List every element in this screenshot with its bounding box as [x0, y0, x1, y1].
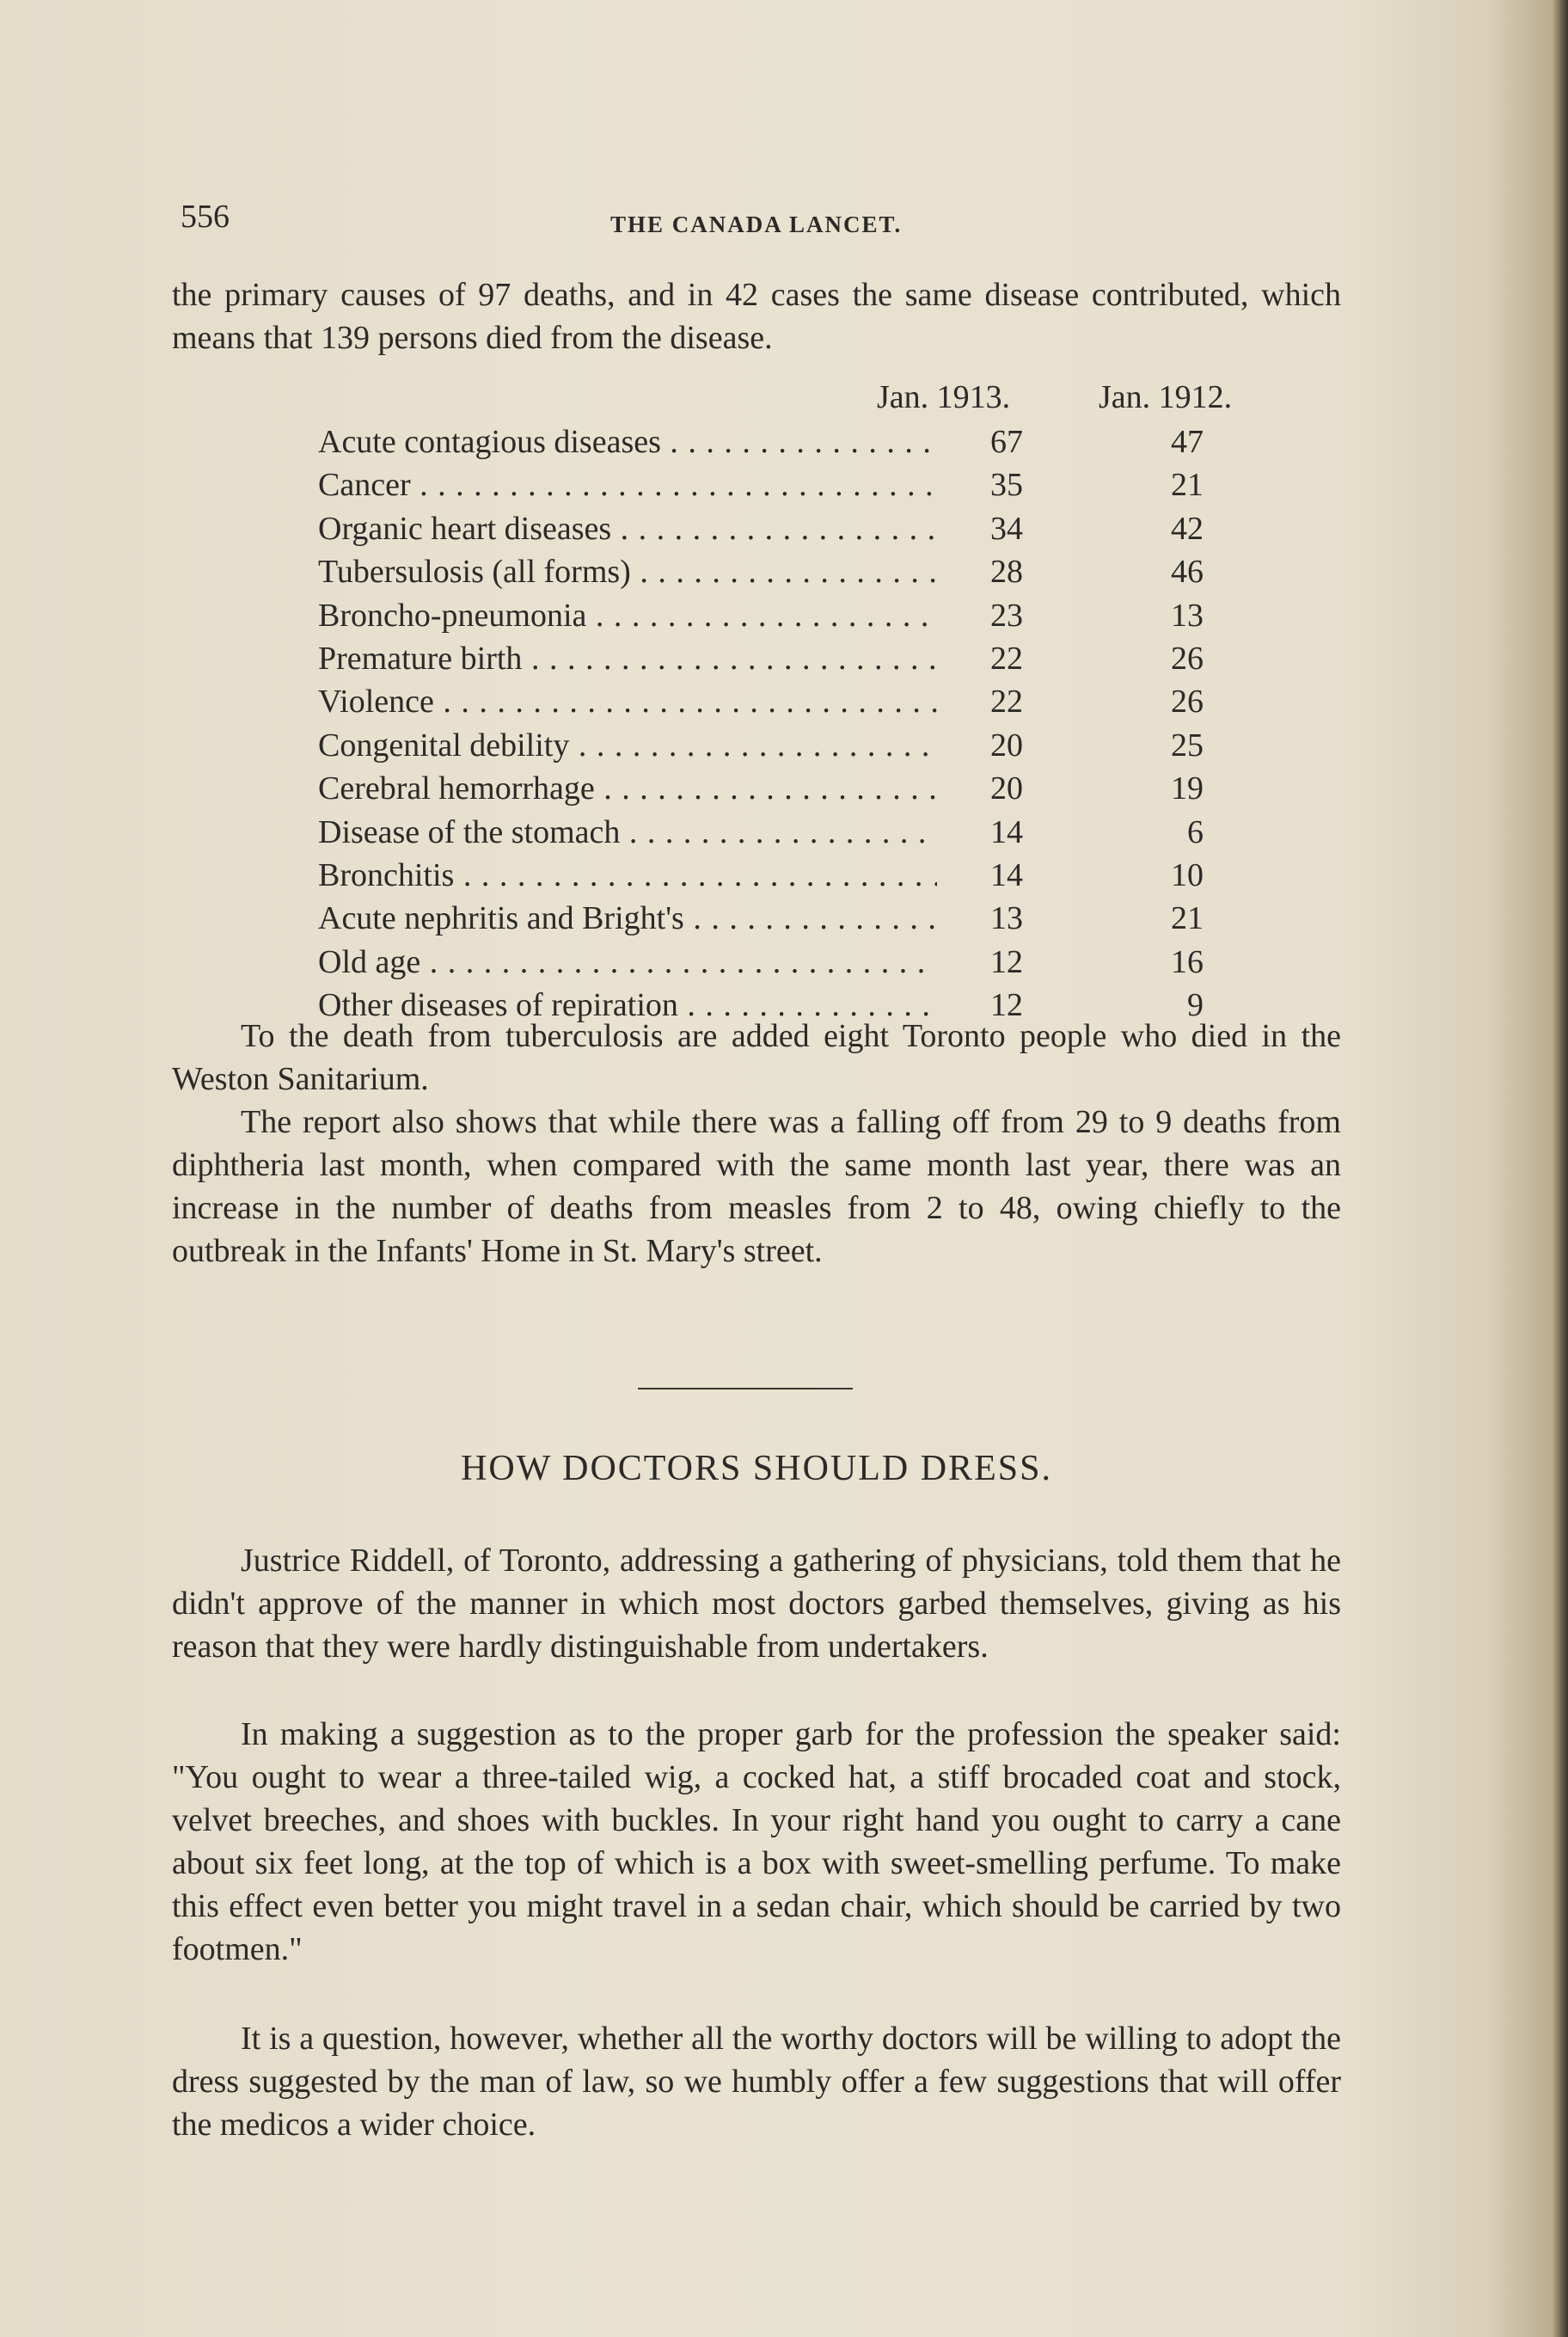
mortality-table — [318, 378, 1281, 1029]
cause-label: Disease of the stomach . . . — [318, 813, 937, 851]
value-1913: 22 — [990, 684, 1023, 721]
cause-label: Other diseases of repiration . . . — [318, 986, 937, 1024]
riddell-paragraph: Justrice Riddell, of Toronto, addressing a gathering of physicians, told them that he didn't approve of the manner in which most doctors garbed themselves, giving as his reason that they were hardly distinguishable from undertakers. — [172, 1543, 1341, 1665]
value-1913: 34 — [990, 510, 1023, 547]
value-1913: 28 — [990, 554, 1023, 591]
value-1912: 47 — [1171, 424, 1204, 460]
value-1913: 12 — [990, 943, 1023, 980]
table-row — [318, 640, 1281, 683]
cause-label: Broncho-pneumonia . . . — [318, 597, 937, 635]
value-1912: 13 — [1171, 597, 1204, 634]
cause-label: Tubersulosis (all forms) . . . — [318, 553, 937, 591]
table-body — [318, 423, 1281, 1029]
cause-label: Old age . . . — [318, 943, 937, 981]
value-1912: 21 — [1171, 467, 1204, 504]
value-1912: 26 — [1171, 640, 1204, 677]
table-row — [318, 553, 1281, 596]
table-row — [318, 899, 1281, 942]
value-1912: 10 — [1171, 856, 1204, 893]
table-row — [318, 770, 1281, 813]
table-header — [318, 378, 1281, 423]
diphtheria-paragraph: The report also shows that while there was a falling off from 29 to 9 deaths from diphtheria last month, when compared with the same month last year, there was an increase in the number of deaths from measles from 2 to 48, owing chiefly to the outbreak in the Infants' Home in St. Mary's street. — [172, 1104, 1341, 1269]
value-1913: 12 — [990, 987, 1023, 1024]
value-1912: 25 — [1171, 727, 1204, 764]
closing-paragraph: It is a question, however, whether all the worthy doctors will be willing to adopt the dress suggested by the man of law, so we humbly offer a few suggestions that will offer the medicos a wider choice. — [172, 2021, 1341, 2143]
cause-label: Organic heart diseases . . . — [318, 510, 937, 548]
cause-label: Acute nephritis and Bright's . . . — [318, 899, 937, 937]
column-header-1912: Jan. 1912. — [1099, 379, 1233, 415]
section-title: HOW DOCTORS SHOULD DRESS. — [461, 1449, 1052, 1488]
value-1913: 13 — [990, 900, 1023, 937]
cause-label: Cerebral hemorrhage . . . — [318, 770, 937, 807]
value-1912: 6 — [1187, 813, 1204, 850]
value-1912: 21 — [1171, 900, 1204, 937]
table-row — [318, 856, 1281, 899]
value-1913: 20 — [990, 770, 1023, 807]
cause-label: Acute contagious diseases . . . — [318, 423, 937, 461]
value-1913: 20 — [990, 727, 1023, 764]
running-head: THE CANADA LANCET. — [610, 212, 903, 237]
value-1913: 14 — [990, 856, 1023, 893]
table-row — [318, 510, 1281, 553]
value-1912: 9 — [1187, 987, 1204, 1024]
value-1913: 22 — [990, 640, 1023, 677]
value-1913: 23 — [990, 597, 1023, 634]
value-1912: 16 — [1171, 943, 1204, 980]
table-row — [318, 423, 1281, 466]
value-1912: 46 — [1171, 554, 1204, 591]
table-row — [318, 597, 1281, 640]
table-row — [318, 813, 1281, 856]
cause-label: Bronchitis . . . — [318, 856, 937, 894]
value-1912: 19 — [1171, 770, 1204, 807]
value-1912: 42 — [1171, 510, 1204, 547]
cause-label: Violence . . . — [318, 683, 937, 721]
garb-suggestion-paragraph: In making a suggestion as to the proper garb for the profession the speaker said: "You ought to wear a three-tailed wig, a cocked hat, a stiff brocaded coat and stock, velvet breeches, and shoes with buckles. In your right hand you ought to carry a cane about six feet long, at the top of which is a box with sweet-smelling perfume. To make this effect even better you might travel in a sedan chair, which should be carried by two footmen." — [172, 1716, 1341, 1967]
section-divider — [638, 1388, 853, 1389]
value-1912: 26 — [1171, 684, 1204, 721]
page-number: 556 — [181, 199, 230, 235]
table-row — [318, 466, 1281, 509]
table-row — [318, 727, 1281, 770]
cause-label: Premature birth . . . — [318, 640, 937, 678]
table-row — [318, 683, 1281, 726]
page-header — [181, 198, 1350, 241]
cause-label: Cancer . . . — [318, 466, 937, 504]
column-header-1913: Jan. 1913. — [877, 379, 1011, 415]
tuberculosis-paragraph: To the death from tuberculosis are added eight Toronto people who died in the Weston Sanitarium. — [172, 1018, 1341, 1097]
table-row — [318, 943, 1281, 986]
cause-label: Congenital debility . . . — [318, 727, 937, 764]
intro-paragraph: the primary causes of 97 deaths, and in 42 cases the same disease contributed, which means that 139 persons died from the disease. — [172, 277, 1341, 356]
value-1913: 67 — [990, 424, 1023, 460]
value-1913: 14 — [990, 813, 1023, 850]
value-1913: 35 — [990, 467, 1023, 504]
page-edge — [1553, 0, 1568, 2337]
